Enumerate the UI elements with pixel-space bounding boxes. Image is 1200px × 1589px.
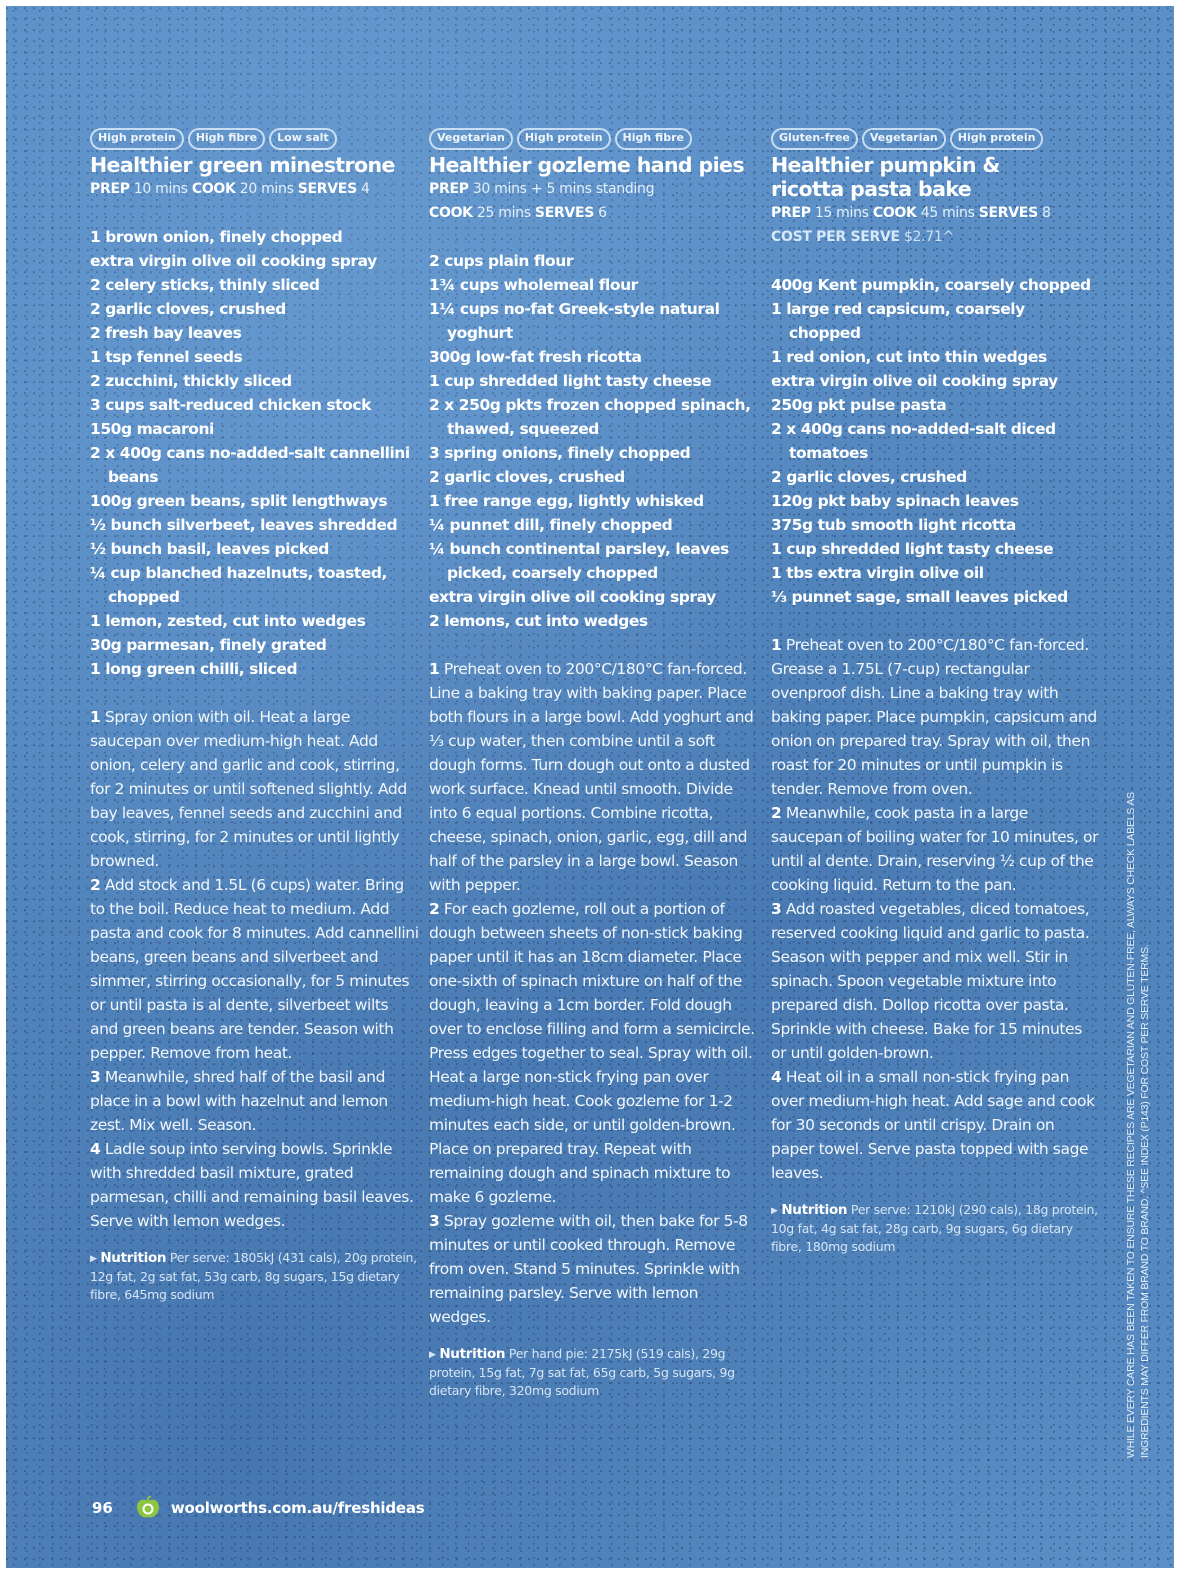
step-text: Heat oil in a small non-stick frying pan over medium-high heat. Add sage and cook for 30 seconds or until crispy. Drain on paper towel. Serve pasta topped with sage leaves. bbox=[771, 1068, 1095, 1182]
step-text: Add roasted vegetables, diced tomatoes, reserved cooking liquid and garlic to pasta. Season with pepper and mix well. Stir in spinach. Spoon vegetable mixture into prepared dish. Dollop ricotta over pasta. Sprinkle with cheese. Bake for 15 minutes or until golden-brown. bbox=[771, 900, 1090, 1062]
ingredient-item: ½ bunch basil, leaves picked bbox=[90, 540, 329, 558]
nutrition-info bbox=[771, 1201, 1101, 1256]
ingredient-item: 150g macaroni bbox=[90, 420, 214, 438]
step-text: Ladle soup into serving bowls. Sprinkle with shredded basil mixture, grated parmesan, chilli and remaining basil leaves. Serve with lemon wedges. bbox=[90, 1140, 414, 1230]
tag-low-salt: Low salt bbox=[269, 128, 337, 150]
ingredient-item: 2 x 400g cans no-added-salt cannellini beans bbox=[90, 444, 410, 486]
method-step bbox=[90, 1137, 420, 1233]
serves-label: SERVES bbox=[978, 205, 1038, 221]
woolworths-logo-icon bbox=[135, 1496, 161, 1520]
recipe-meta bbox=[771, 201, 1101, 249]
ingredient-item: ⅓ punnet sage, small leaves picked bbox=[771, 588, 1068, 606]
ingredient-item: 400g Kent pumpkin, coarsely chopped bbox=[771, 276, 1091, 294]
method-step bbox=[90, 1065, 420, 1137]
diet-tags bbox=[771, 128, 1101, 150]
cook-label: COOK bbox=[872, 205, 917, 221]
cook-label: COOK bbox=[191, 181, 236, 197]
tag-high-protein: High protein bbox=[950, 128, 1044, 150]
prep-value: 10 mins bbox=[129, 181, 192, 197]
method-steps bbox=[90, 705, 420, 1233]
ingredient-item: 1¾ cups wholemeal flour bbox=[429, 276, 638, 294]
method-step bbox=[771, 801, 1101, 897]
ingredient-item: 1 large red capsicum, coarsely chopped bbox=[771, 300, 1025, 342]
tag-high-fibre: High fibre bbox=[615, 128, 692, 150]
step-text: Spray onion with oil. Heat a large saucepan over medium-high heat. Add onion, celery and garlic and cook, stirring, for 2 minutes or until softened slightly. Add bay leaves, fennel seeds and zucchini and cook, stirring, for 2 minutes or until lightly browned. bbox=[90, 708, 407, 870]
ingredient-item: 1 tbs extra virgin olive oil bbox=[771, 564, 984, 582]
ingredient-item: 1 free range egg, lightly whisked bbox=[429, 492, 704, 510]
ingredient-item: 2 garlic cloves, crushed bbox=[771, 468, 967, 486]
nutrition-label: Nutrition bbox=[439, 1346, 506, 1362]
step-number: 2 bbox=[90, 876, 101, 894]
serves-label: SERVES bbox=[534, 205, 595, 221]
step-number: 3 bbox=[429, 1212, 440, 1230]
serves-value: 6 bbox=[594, 205, 607, 221]
ingredient-item: 1 long green chilli, sliced bbox=[90, 660, 298, 678]
ingredient-item: 250g pkt pulse pasta bbox=[771, 396, 947, 414]
ingredient-item: 2 x 400g cans no-added-salt diced tomatoes bbox=[771, 420, 1056, 462]
page-footer bbox=[92, 1496, 425, 1520]
diet-tags bbox=[90, 128, 420, 150]
triangle-right-icon: ▶ bbox=[90, 1254, 97, 1264]
ingredient-item: 2 fresh bay leaves bbox=[90, 324, 242, 342]
serves-value: 4 bbox=[356, 181, 370, 197]
ingredient-item: ¼ punnet dill, finely chopped bbox=[429, 516, 673, 534]
cook-value: 25 mins bbox=[472, 205, 535, 221]
ingredient-item: 375g tub smooth light ricotta bbox=[771, 516, 1016, 534]
triangle-right-icon: ▶ bbox=[429, 1350, 436, 1360]
tag-gluten-free: Gluten-free bbox=[771, 128, 858, 150]
step-text: Spray gozleme with oil, then bake for 5-8 minutes or until cooked through. Remove from oven. Stand 5 minutes. Sprinkle with remaining parsley. Serve with lemon wedges. bbox=[429, 1212, 748, 1326]
step-number: 4 bbox=[90, 1140, 101, 1158]
nutrition-info bbox=[429, 1345, 759, 1400]
ingredient-item: 100g green beans, split lengthways bbox=[90, 492, 388, 510]
step-number: 2 bbox=[771, 804, 782, 822]
recipe-meta bbox=[429, 177, 759, 225]
method-step bbox=[771, 1065, 1101, 1185]
ingredient-item: ¼ cup blanched hazelnuts, toasted, chopped bbox=[90, 564, 387, 606]
cost-value: $2.71^ bbox=[899, 229, 954, 245]
recipe-minestrone bbox=[90, 128, 420, 1304]
nutrition-text: Per serve: 1210kJ (290 cals), 18g protein, 10g fat, 4g sat fat, 28g carb, 9g sugars, 6g dietary fibre, 180mg sodium bbox=[771, 1202, 1098, 1254]
step-text: For each gozleme, roll out a portion of dough between sheets of non-stick baking paper until it has an 18cm diameter. Place one-sixth of spinach mixture on half of the dough, leaving a 1cm border. Fold dough over to enclose filling and form a semicircle. Press edges together to seal. Spray with oil. Heat a large non-stick frying pan over medium-high heat. Cook gozleme for 1-2 minutes each side, or until golden-brown. Place on prepared tray. Repeat with remaining dough and spinach mixture to make 6 gozleme. bbox=[429, 900, 755, 1206]
ingredient-item: 2 x 250g pkts frozen chopped spinach, thawed, squeezed bbox=[429, 396, 751, 438]
nutrition-label: Nutrition bbox=[781, 1202, 848, 1218]
tag-high-protein: High protein bbox=[517, 128, 611, 150]
disclaimer-text: WHILE EVERY CARE HAS BEEN TAKEN TO ENSURE THESE RECIPES ARE VEGETARIAN AND GLUTEN-FREE, ALWAYS CHECK LABELS AS INGREDIENTS MAY DIFFER FROM BRAND TO BRAND. ^SEE INDEX (P143) FOR COST PER SERVE TERMS. bbox=[1125, 792, 1151, 1458]
prep-label: PREP bbox=[90, 181, 130, 197]
ingredient-item: extra virgin olive oil cooking spray bbox=[771, 372, 1058, 390]
nutrition-info bbox=[90, 1249, 420, 1304]
tag-high-protein: High protein bbox=[90, 128, 184, 150]
step-text: Add stock and 1.5L (6 cups) water. Bring to the boil. Reduce heat to medium. Add pasta and cook for 8 minutes. Add cannellini beans, green beans and silverbeet and simmer, stirring occasionally, for 5 minutes or until pasta is al dente, silverbeet wilts and green beans are tender. Season with pepper. Remove from heat. bbox=[90, 876, 419, 1062]
step-number: 1 bbox=[90, 708, 101, 726]
recipe-gozleme bbox=[429, 128, 759, 1400]
ingredient-item: extra virgin olive oil cooking spray bbox=[90, 252, 377, 270]
ingredient-item: 3 cups salt-reduced chicken stock bbox=[90, 396, 371, 414]
ingredient-item: 2 cups plain flour bbox=[429, 252, 574, 270]
ingredient-list bbox=[429, 249, 759, 633]
page-number: 96 bbox=[92, 1499, 113, 1517]
nutrition-label: Nutrition bbox=[100, 1250, 167, 1266]
step-number: 4 bbox=[771, 1068, 782, 1086]
ingredient-item: ½ bunch silverbeet, leaves shredded bbox=[90, 516, 398, 534]
ingredient-item: 1 red onion, cut into thin wedges bbox=[771, 348, 1047, 366]
serves-value: 8 bbox=[1037, 205, 1051, 221]
cook-value: 20 mins bbox=[235, 181, 298, 197]
nutrition-text: Per serve: 1805kJ (431 cals), 20g protein, 12g fat, 2g sat fat, 53g carb, 8g sugars, 15g dietary fibre, 645mg sodium bbox=[90, 1250, 417, 1302]
ingredient-item: 1 cup shredded light tasty cheese bbox=[771, 540, 1054, 558]
ingredient-item: 2 garlic cloves, crushed bbox=[429, 468, 625, 486]
prep-label: PREP bbox=[771, 205, 811, 221]
step-number: 3 bbox=[771, 900, 782, 918]
cook-label: COOK bbox=[429, 205, 473, 221]
method-steps bbox=[771, 633, 1101, 1185]
cost-per-serve bbox=[771, 225, 1101, 249]
step-text: Preheat oven to 200°C/180°C fan-forced. Grease a 1.75L (7-cup) rectangular ovenproof dish. Line a baking tray with baking paper. Place pumpkin, capsicum and onion on prepared tray. Spray with oil, then roast for 20 minutes or until pumpkin is tender. Remove from oven. bbox=[771, 636, 1097, 798]
prep-value: 30 mins + 5 mins standing bbox=[468, 181, 655, 197]
tag-high-fibre: High fibre bbox=[188, 128, 265, 150]
nutrition-text: Per hand pie: 2175kJ (519 cals), 29g protein, 15g fat, 7g sat fat, 65g carb, 5g sugars, 9g dietary fibre, 320mg sodium bbox=[429, 1346, 735, 1398]
method-step bbox=[90, 873, 420, 1065]
tag-vegetarian: Vegetarian bbox=[862, 128, 946, 150]
diet-tags bbox=[429, 128, 759, 150]
ingredient-item: extra virgin olive oil cooking spray bbox=[429, 588, 716, 606]
ingredient-item: 1 tsp fennel seeds bbox=[90, 348, 243, 366]
method-step bbox=[771, 897, 1101, 1065]
triangle-right-icon: ▶ bbox=[771, 1206, 778, 1216]
step-text: Meanwhile, cook pasta in a large saucepan of boiling water for 10 minutes, or until al dente. Drain, reserving ½ cup of the cooking liquid. Return to the pan. bbox=[771, 804, 1099, 894]
ingredient-item: 3 spring onions, finely chopped bbox=[429, 444, 691, 462]
method-step bbox=[429, 657, 759, 897]
prep-value: 15 mins bbox=[810, 205, 873, 221]
step-number: 1 bbox=[771, 636, 782, 654]
ingredient-item: 30g parmesan, finely grated bbox=[90, 636, 327, 654]
ingredient-item: 120g pkt baby spinach leaves bbox=[771, 492, 1019, 510]
recipe-page bbox=[6, 6, 1174, 1568]
recipe-title: Healthier pumpkin & ricotta pasta bake bbox=[771, 153, 1000, 201]
ingredient-item: ¼ bunch continental parsley, leaves picked, coarsely chopped bbox=[429, 540, 729, 582]
ingredient-item: 2 zucchini, thickly sliced bbox=[90, 372, 292, 390]
step-number: 3 bbox=[90, 1068, 101, 1086]
ingredient-item: 2 lemons, cut into wedges bbox=[429, 612, 648, 630]
ingredient-item: 2 garlic cloves, crushed bbox=[90, 300, 286, 318]
ingredient-item: 1 brown onion, finely chopped bbox=[90, 228, 343, 246]
cook-value: 45 mins bbox=[916, 205, 979, 221]
tag-vegetarian: Vegetarian bbox=[429, 128, 513, 150]
prep-label: PREP bbox=[429, 181, 469, 197]
recipe-pumpkin-pasta-bake bbox=[771, 128, 1101, 1256]
cost-label: COST PER SERVE bbox=[771, 229, 900, 245]
method-step bbox=[429, 1209, 759, 1329]
ingredient-item: 300g low-fat fresh ricotta bbox=[429, 348, 642, 366]
ingredient-item: 1 lemon, zested, cut into wedges bbox=[90, 612, 366, 630]
website-link[interactable]: woolworths.com.au/freshideas bbox=[170, 1499, 425, 1517]
method-step bbox=[771, 633, 1101, 801]
ingredient-item: 2 celery sticks, thinly sliced bbox=[90, 276, 320, 294]
ingredient-item: 1 cup shredded light tasty cheese bbox=[429, 372, 712, 390]
step-number: 1 bbox=[429, 660, 440, 678]
ingredient-list bbox=[771, 273, 1101, 609]
method-steps bbox=[429, 657, 759, 1329]
method-step bbox=[429, 897, 759, 1209]
step-text: Meanwhile, shred half of the basil and place in a bowl with hazelnut and lemon zest. Mix well. Season. bbox=[90, 1068, 388, 1134]
ingredient-item: 1¼ cups no-fat Greek-style natural yoghurt bbox=[429, 300, 720, 342]
step-number: 2 bbox=[429, 900, 440, 918]
step-text: Preheat oven to 200°C/180°C fan-forced. Line a baking tray with baking paper. Place both flours in a large bowl. Add yoghurt and ⅓ cup water, then combine until a soft dough forms. Turn dough out onto a dusted work surface. Knead until smooth. Divide into 6 equal portions. Combine ricotta, cheese, spinach, onion, garlic, egg, dill and half of the parsley in a large bowl. Season with pepper. bbox=[429, 660, 754, 894]
recipe-title: Healthier green minestrone bbox=[90, 153, 395, 177]
serves-label: SERVES bbox=[297, 181, 357, 197]
recipe-meta bbox=[90, 177, 420, 201]
ingredient-list bbox=[90, 225, 420, 681]
recipe-title: Healthier gozleme hand pies bbox=[429, 153, 744, 177]
method-step bbox=[90, 705, 420, 873]
